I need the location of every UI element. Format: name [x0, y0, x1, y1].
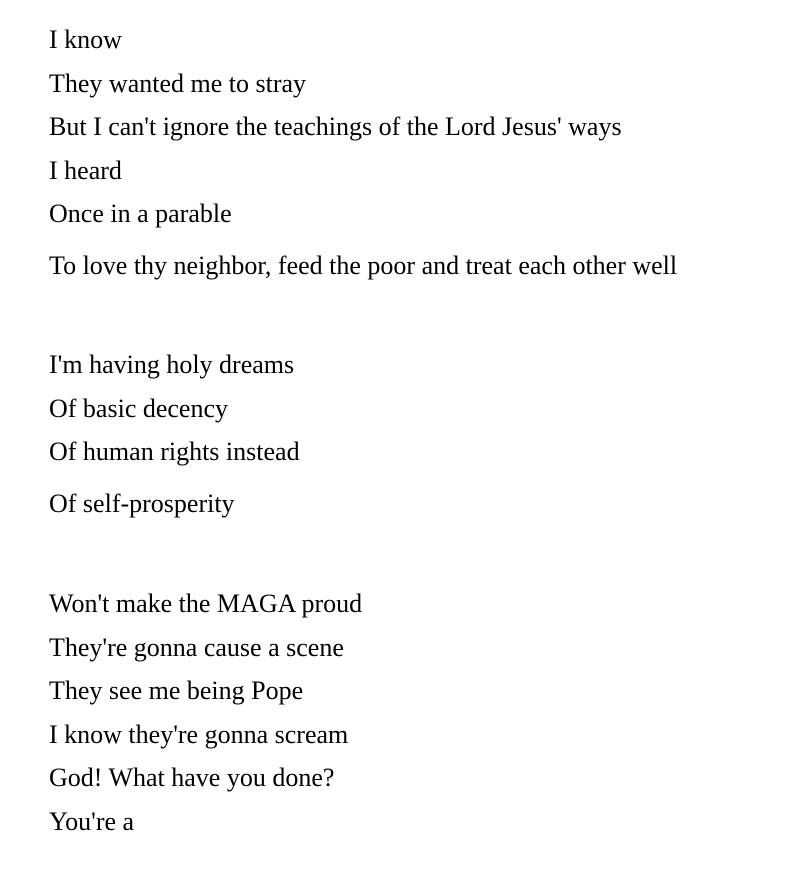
stanza-3	[49, 582, 362, 843]
stanza-1	[49, 18, 677, 287]
lyric-line: I'm having holy dreams	[49, 350, 295, 379]
lyric-line: I know	[49, 25, 122, 54]
lyric-line: Of basic decency	[49, 393, 229, 423]
lyric-line: Won't make the MAGA proud	[49, 589, 363, 618]
stanza-2	[49, 343, 300, 525]
lyric-line: God! What have you done?	[49, 763, 335, 792]
lyric-line: Of human rights instead	[49, 437, 300, 466]
lyric-line: Once in a parable	[49, 199, 232, 228]
lyric-line: I know they're gonna scream	[49, 719, 349, 749]
lyric-line: They see me being Pope	[49, 676, 304, 705]
lyric-line: They're gonna cause a scene	[49, 632, 344, 662]
lyric-line: They wanted me to stray	[49, 68, 307, 98]
lyric-line: I heard	[49, 155, 122, 185]
lyric-line: Of self-prosperity	[49, 488, 235, 518]
lyric-line: To love thy neighbor, feed the poor and treat each other well	[49, 250, 678, 280]
lyric-line: But I can't ignore the teachings of the Lord Jesus' ways	[49, 112, 622, 141]
lyric-line: You're a	[49, 806, 135, 836]
